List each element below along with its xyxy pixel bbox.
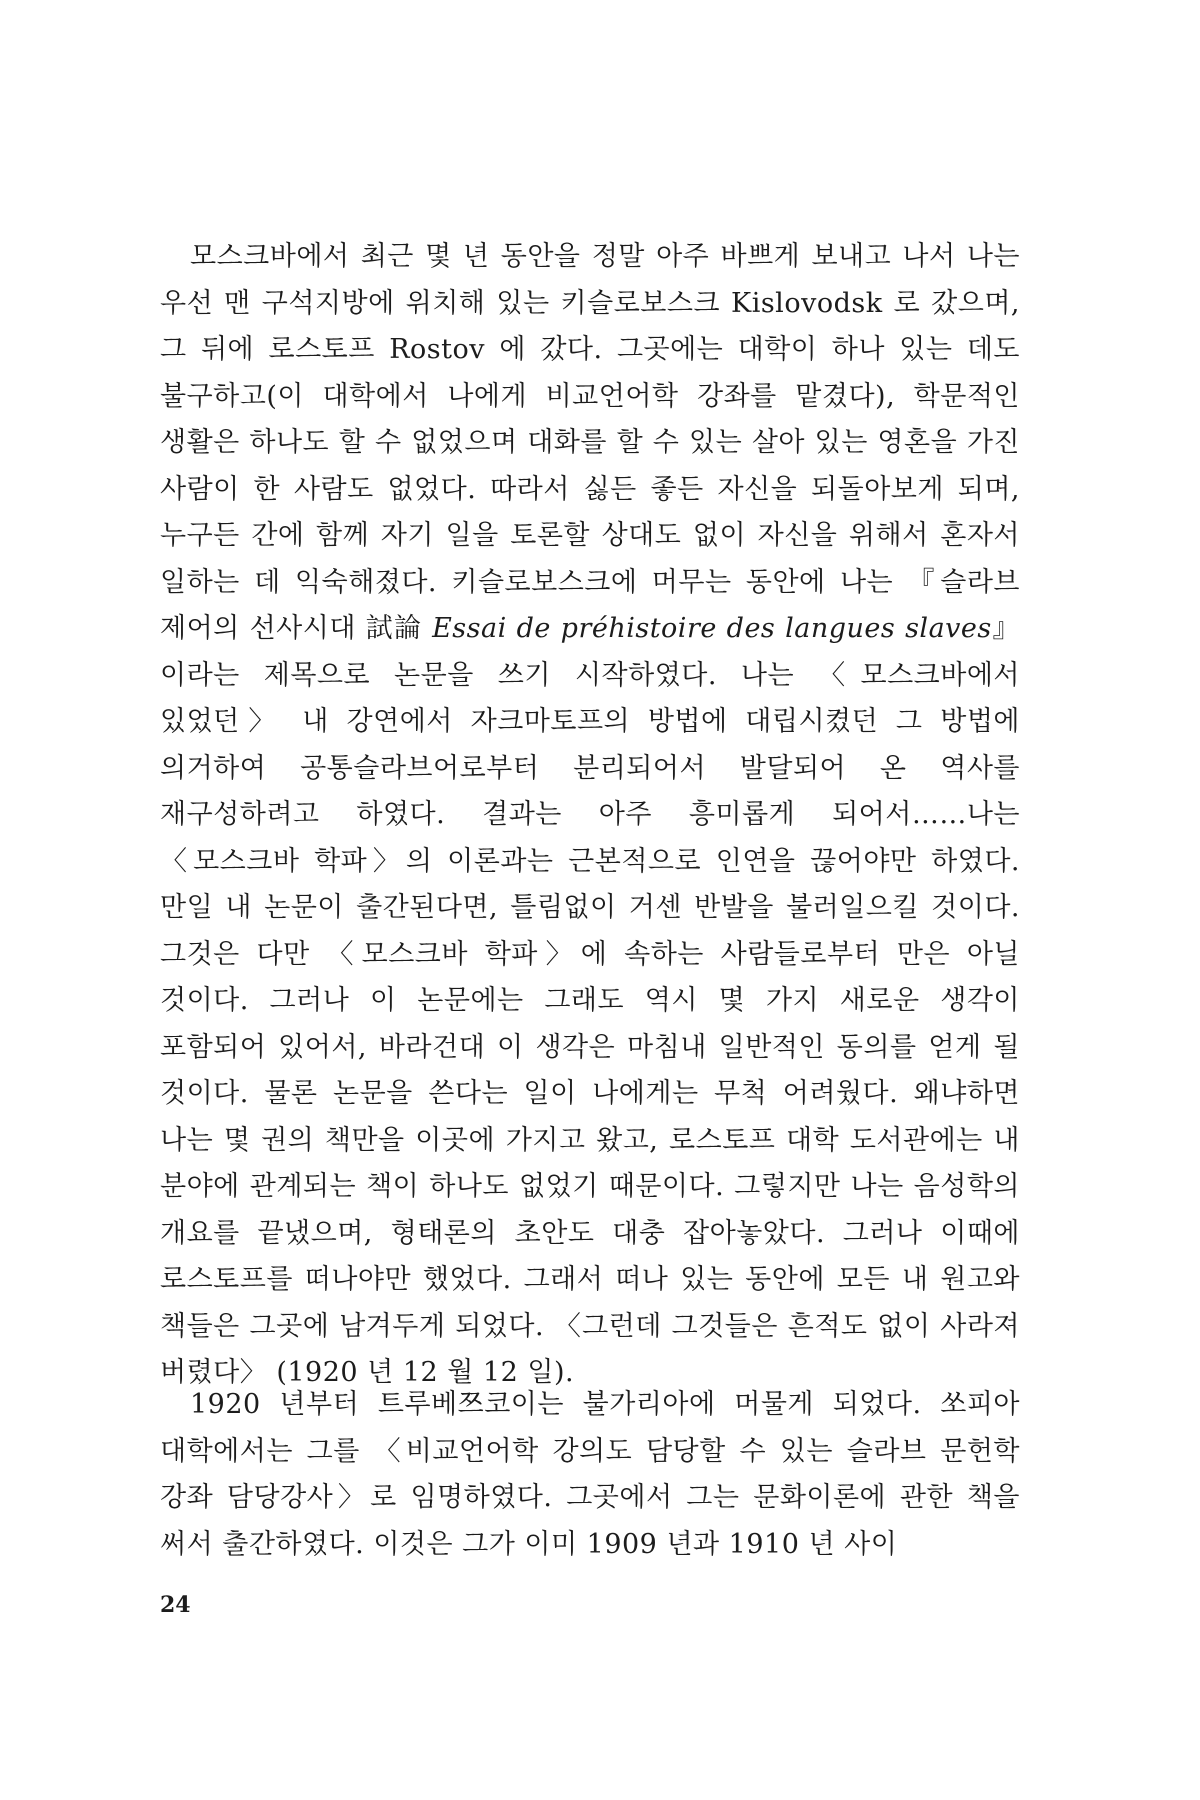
paragraph-1-text-end: 』이라는 제목으로 논문을 쓰기 시작하였다. 나는 〈모스크바에서 있었던〉 내 강연에서 자크마토프의 방법에 대립시켰던 그 방법에 의거하여 공통슬라브어로부터 분리되어서 발달되어 온 역사를 재구성하려고 하였다. 결과는 아주 흥미롭게 되어서……나는 〈모스크바 학파〉의 이론과는 근본적으로 인연을 끊어야만 하였다. 만일 내 논문이 출간된다면, 틀림없이 거센 반발을 불러일으킬 것이다. 그것은 다만 〈모스크바 학파〉에 속하는 사람들로부터 만은 아닐 것이다. 그러나 이 논문에는 그래도 역시 몇 가지 새로운 생각이 포함되어 있어서, 바라건대 이 생각은 마침내 일반적인 동의를 얻게 될 것이다. 물론 논문을 쓴다는 일이 나에게는 무척 어려웠다. 왜냐하면 나는 몇 권의 책만을 이곳에 가지고 왔고, 로스토프 대학 도서관에는 내 분야에 관계되는 책이 하나도 없었기 때문이다. 그렇지만 나는 음성학의 개요를 끝냈으며, 형태론의 초안도 대충 잡아놓았다. 그러나 이때에 로스토프를 떠나야만 했었다. 그래서 떠나 있는 동안에 모든 내 원고와 책들은 그곳에 남겨두게 되었다. 〈그런데 그것들은 흔적도 없이 사라져 버렸다〉 (1920 년 12 월 12 일). xyxy=(160,613,1020,1388)
paragraph-1-text-start: 모스크바에서 최근 몇 년 동안을 정말 아주 바쁘게 보내고 나서 나는 우선 맨 구석지방에 위치해 있는 키슬로보스크 Kislovodsk 로 갔으며, 그 뒤에 로스토프 Rostov 에 갔다. 그곳에는 대학이 하나 있는 데도 불구하고(이 대학에서 나에게 비교언어학 강좌를 맡겼다), 학문적인 생활은 하나도 할 수 없었으며 대화를 할 수 있는 살아 있는 영혼을 가진 사람이 한 사람도 없었다. 따라서 싫든 좋든 자신을 되돌아보게 되며, 누구든 간에 함께 자기 일을 토론할 상대도 없이 자신을 위해서 혼자서 일하는 데 익숙해졌다. 키슬로보스크에 머무는 동안에 나는 『슬라브 제어의 선사시대 試論 xyxy=(160,241,1020,644)
page-number: 24 xyxy=(160,1592,191,1618)
italic-book-title: Essai de préhistoire des langues slaves xyxy=(432,613,992,644)
paragraph-1 xyxy=(160,234,1020,1397)
paragraph-2-text: 1920 년부터 트루베쯔코이는 불가리아에 머물게 되었다. 쏘피아 대학에서는 그를 〈비교언어학 강의도 담당할 수 있는 슬라브 문헌학 강좌 담당강사〉로 임명하였다. 그곳에서 그는 문화이론에 관한 책을 써서 출간하였다. 이것은 그가 이미 1909 년과 1910 년 사이 xyxy=(160,1389,1020,1560)
paragraph-2 xyxy=(160,1382,1020,1568)
